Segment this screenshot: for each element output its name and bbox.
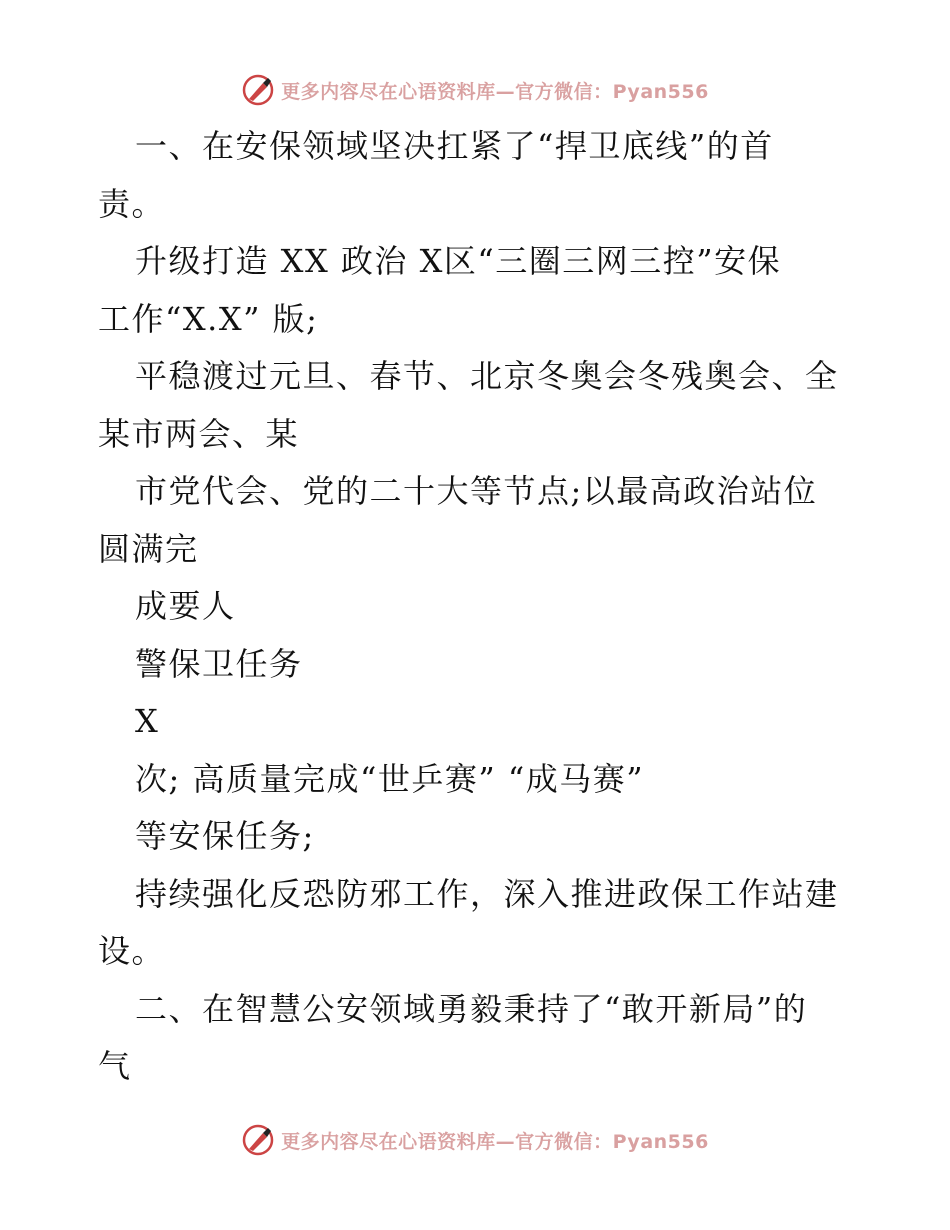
paragraph-line: 圆满完 [98, 529, 199, 568]
paragraph-line: 某市两会、某 [98, 414, 300, 453]
header-watermark [0, 70, 950, 110]
paragraph-line: 一、在安保领域坚决扛紧了“捍卫底线”的首 [135, 127, 774, 165]
pen-logo-icon [241, 73, 275, 107]
paragraph-line: 设。 [98, 932, 166, 970]
paragraph-line: 等安保任务; [135, 817, 315, 855]
paragraph-line: 市党代会、党的二十大等节点;以最高政治站位 [135, 472, 818, 510]
pen-logo-icon [241, 1123, 275, 1157]
paragraph-line: 平稳渡过元旦、春节、北京冬奥会冬残奥会、全 [135, 357, 839, 395]
paragraph-line: 气 [98, 1047, 132, 1085]
watermark-text: 更多内容尽在心语资料库—官方微信：Pyan556 [281, 1130, 709, 1153]
paragraph-line: 责。 [98, 184, 166, 223]
paragraph-line: 持续强化反恐防邪工作，深入推进政保工作站建 [135, 874, 839, 913]
paragraph-line: 警保卫任务 [135, 644, 303, 683]
footer-watermark [0, 1120, 950, 1160]
paragraph-line: 工作“X.X” 版; [98, 299, 319, 338]
paragraph-line: 二、在智慧公安领域勇毅秉持了“敢开新局”的 [135, 989, 808, 1028]
paragraph-line: 升级打造 XX 政治 X区“三圈三网三控”安保 [135, 242, 782, 280]
paragraph-line: 成要人 [135, 587, 236, 625]
document-body [98, 118, 858, 1096]
watermark-text: 更多内容尽在心语资料库—官方微信：Pyan556 [281, 80, 709, 103]
paragraph-line: X [135, 702, 160, 740]
paragraph-line: 次; 高质量完成“世乒赛” “成马赛” [135, 759, 645, 798]
